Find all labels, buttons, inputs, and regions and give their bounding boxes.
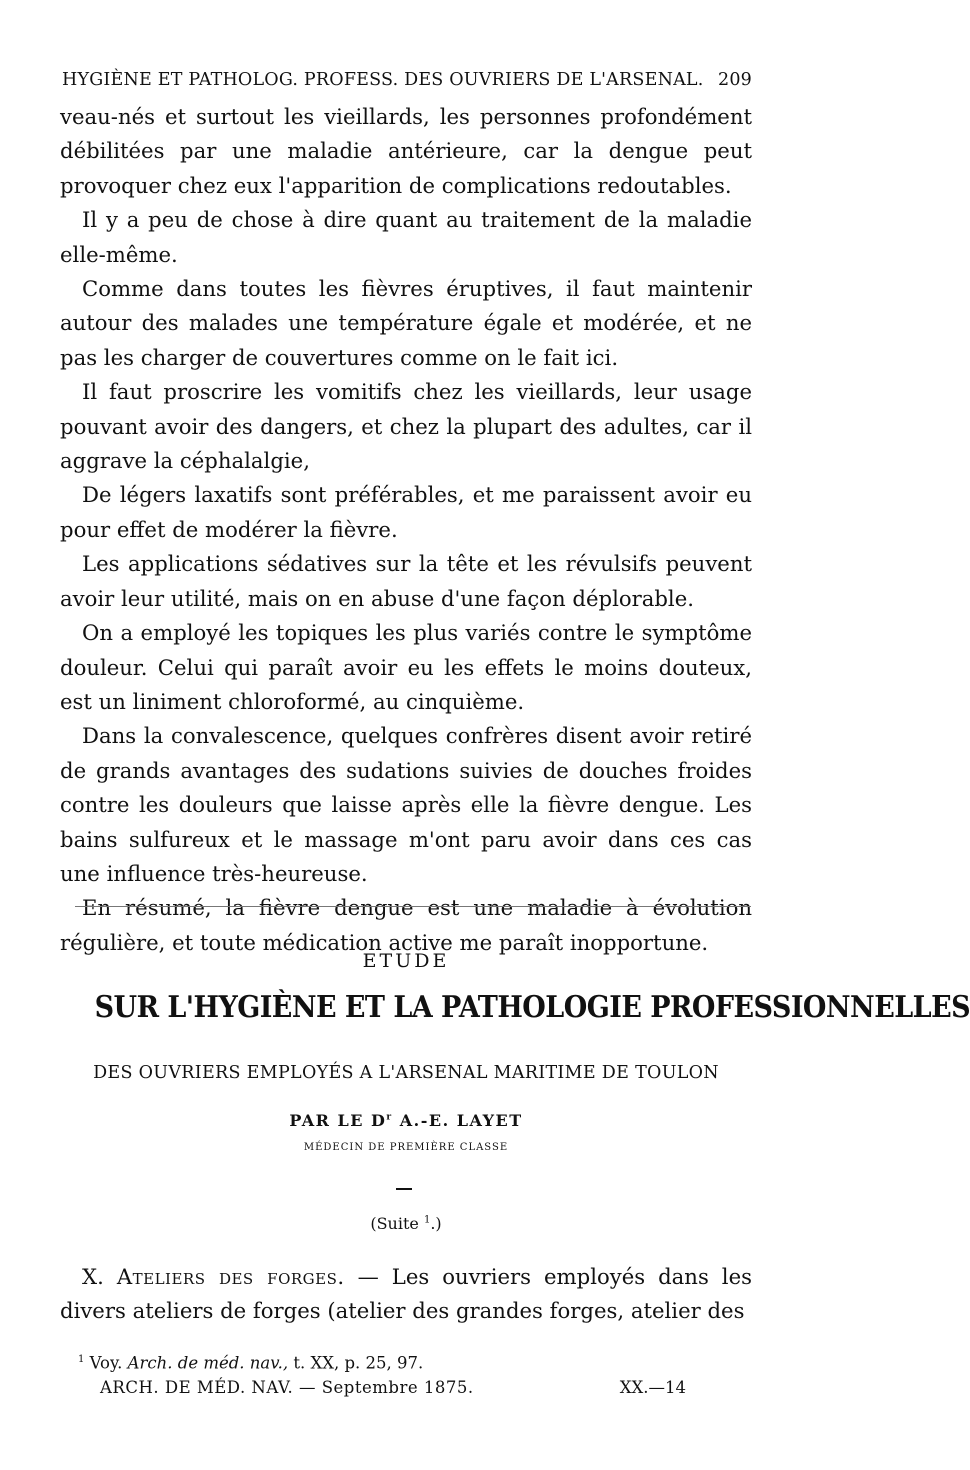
suite-note (60, 1214, 752, 1233)
paragraph: veau-nés et surtout les vieillards, les personnes profondément débilitées par une maladie antérieure, car la dengue peut provoquer chez eux l'apparition de complications redoutables. (60, 104, 752, 198)
footnote-ref: 1 (423, 1214, 431, 1226)
article-author (60, 1111, 752, 1130)
paragraph: Comme dans toutes les fièvres éruptives, il faut maintenir autour des malades une température égale et modérée, et ne pas les charger de couvertures comme on le fait ici. (60, 276, 752, 370)
footnote-marker: 1 (78, 1354, 85, 1365)
running-header (62, 70, 752, 90)
paragraph: En résumé, la fièvre dengue est une maladie à évolution régulière, et toute médication active me paraît inopportune. (60, 895, 752, 955)
section-number: X. (82, 1264, 104, 1289)
author-name: A.-E. LAYET (399, 1111, 523, 1130)
suite-close: .) (430, 1214, 442, 1233)
printer-signature (100, 1378, 686, 1397)
paragraph: Dans la convalescence, quelques confrères disent avoir retiré de grands avantages des sudations suivies de douches froides contre les douleurs que laisse après elle la fièvre dengue. Les bains sulfureux et le massage m'ont paru avoir dans ces cas une influence très-heureuse. (60, 723, 752, 886)
author-prefix: PAR LE D (289, 1111, 387, 1130)
body-text (60, 100, 752, 960)
section-separator (75, 906, 751, 907)
section-paragraph (60, 1260, 752, 1329)
paragraph: Les applications sédatives sur la tête et les révulsifs peuvent avoir leur utilité, mais on en abuse d'une façon déplorable. (60, 551, 752, 611)
author-rank: MÉDECIN DE PREMIÈRE CLASSE (303, 1142, 509, 1153)
signature-journal: ARCH. DE MÉD. NAV. — Septembre 1875. (100, 1378, 474, 1397)
footnote (78, 1348, 752, 1376)
section-text: — Les ouvriers employés dans les divers ateliers de forges (atelier des grandes forges, atelier des (60, 1264, 752, 1324)
footnote-details: t. XX, p. 25, 97. (293, 1353, 424, 1373)
title-dash-divider (396, 1188, 412, 1190)
author-prefix-sup: r (386, 1112, 393, 1123)
signature-sheet: XX.—14 (619, 1378, 686, 1397)
article-kicker: ETUDE (362, 950, 450, 972)
section-heading: Ateliers des forges. (116, 1264, 345, 1289)
paragraph: Il faut proscrire les vomitifs chez les vieillards, leur usage pouvant avoir des dangers, et chez la plupart des adultes, car il aggrave la céphalalgie, (60, 379, 752, 474)
paragraph: Il y a peu de chose à dire quant au traitement de la maladie elle-même. (60, 207, 752, 267)
paragraph: De légers laxatifs sont préférables, et me paraissent avoir eu pour effet de modérer la fièvre. (60, 482, 752, 542)
footnote-source: Arch. de méd. nav., (127, 1353, 289, 1373)
section-x (60, 1260, 752, 1329)
article-title: SUR L'HYGIÈNE ET LA PATHOLOGIE PROFESSIONNELLES (94, 990, 970, 1025)
page-number: 209 (717, 70, 752, 90)
article-subtitle: DES OUVRIERS EMPLOYÉS A L'ARSENAL MARITIME DE TOULON (93, 1063, 719, 1083)
footnote-prefix: Voy. (89, 1353, 123, 1373)
paragraph: On a employé les topiques les plus variés contre le symptôme douleur. Celui qui paraît avoir eu les effets le moins douteux, est un liniment chloroformé, au cinquième. (60, 620, 752, 714)
running-title: HYGIÈNE ET PATHOLOG. PROFESS. DES OUVRIERS DE L'ARSENAL. (62, 70, 704, 90)
suite-label: (Suite (370, 1214, 419, 1233)
